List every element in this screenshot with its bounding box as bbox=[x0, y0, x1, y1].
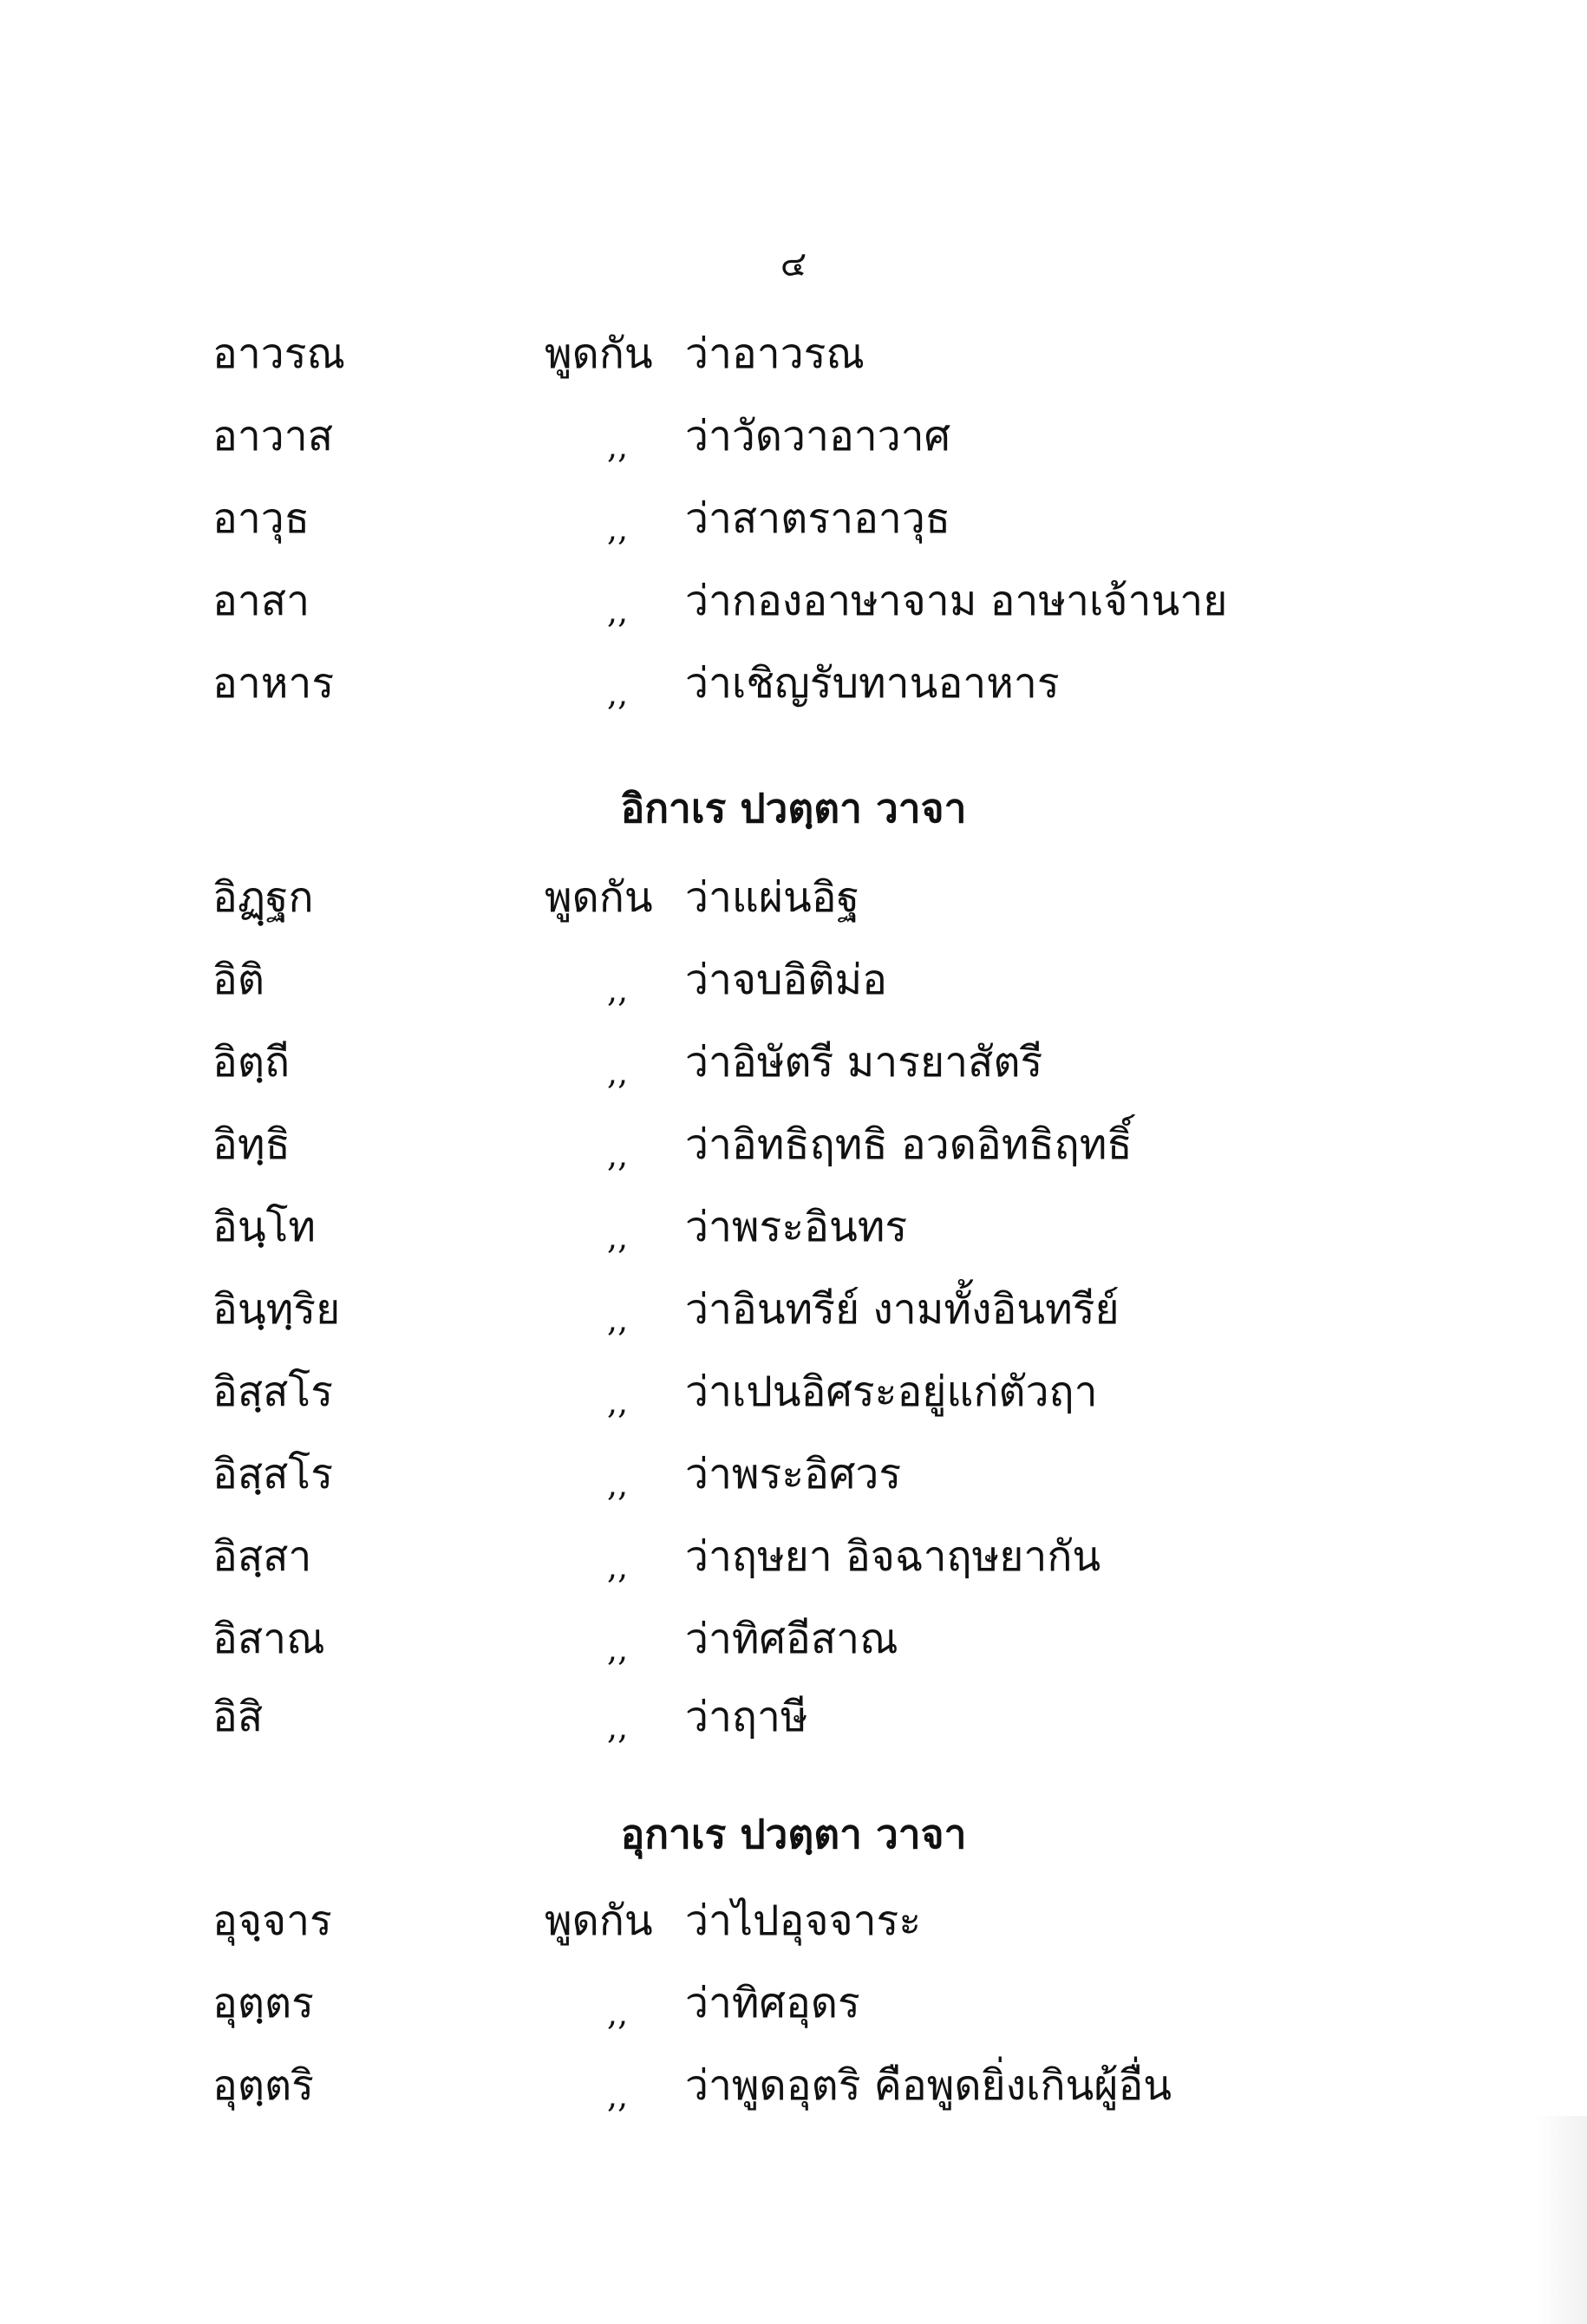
entry-row bbox=[0, 2051, 1587, 2120]
entry-meaning: ว่าฤาษี bbox=[685, 1693, 808, 1741]
entry-meaning: ว่าทิศอีสาณ bbox=[685, 1615, 898, 1663]
entry-row bbox=[0, 1275, 1587, 1344]
entry-term: อาหาร bbox=[212, 659, 335, 708]
entry-term: อินฺทฺริย bbox=[212, 1285, 341, 1334]
entry-meaning: ว่าพระอิศวร bbox=[685, 1450, 902, 1498]
ditto-mark: ,, bbox=[607, 1630, 629, 1668]
entry-row bbox=[0, 319, 1587, 388]
entry-term: อุตฺตร bbox=[212, 1979, 314, 2027]
entry-meaning: ว่าจบอิติม่อ bbox=[685, 956, 887, 1004]
section-heading: อิกาเร ปวตฺตา วาจา bbox=[620, 785, 967, 832]
entry-row bbox=[0, 566, 1587, 636]
scan-edge-shadow bbox=[1535, 2116, 1587, 2324]
entry-row bbox=[0, 1357, 1587, 1426]
entry-term: อาวาส bbox=[212, 412, 333, 460]
ditto-mark: ,, bbox=[607, 1301, 629, 1339]
entry-meaning: ว่าทิศอุดร bbox=[685, 1979, 860, 2027]
entry-term: อินฺโท bbox=[212, 1203, 317, 1251]
entry-term: อาสา bbox=[212, 577, 310, 625]
entry-row bbox=[0, 1028, 1587, 1097]
entry-term: อุตฺตริ bbox=[212, 2061, 314, 2110]
entry-meaning: ว่าไปอุจจาระ bbox=[685, 1896, 922, 1945]
entry-row bbox=[0, 1110, 1587, 1179]
entry-meaning: ว่ากองอาษาจาม อาษาเจ้านาย bbox=[685, 577, 1228, 625]
ditto-mark: ,, bbox=[607, 1708, 629, 1746]
entry-lead: พูดกัน bbox=[545, 873, 653, 922]
ditto-mark: ,, bbox=[607, 675, 629, 713]
entry-meaning: ว่าแผ่นอิฐ bbox=[685, 873, 860, 922]
entry-row bbox=[0, 401, 1587, 471]
ditto-mark: ,, bbox=[607, 1136, 629, 1174]
ditto-mark: ,, bbox=[607, 1994, 629, 2033]
ditto-mark: ,, bbox=[607, 971, 629, 1009]
entry-row bbox=[0, 1968, 1587, 2038]
entry-term: อุจฺจาร bbox=[212, 1896, 332, 1945]
entry-lead: พูดกัน bbox=[545, 330, 653, 378]
entry-term: อิสฺสา bbox=[212, 1532, 312, 1581]
ditto-mark: ,, bbox=[607, 1466, 629, 1504]
ditto-mark: ,, bbox=[607, 2077, 629, 2115]
entry-row bbox=[0, 863, 1587, 932]
entry-row bbox=[0, 945, 1587, 1015]
entry-row bbox=[0, 1886, 1587, 1955]
entry-term: อิสิ bbox=[212, 1693, 264, 1741]
ditto-mark: ,, bbox=[607, 1054, 629, 1092]
ditto-mark: ,, bbox=[607, 1548, 629, 1586]
ditto-mark: ,, bbox=[607, 1383, 629, 1421]
entry-term: อิสฺสโร bbox=[212, 1450, 333, 1498]
entry-term: อิสาณ bbox=[212, 1615, 325, 1663]
entry-meaning: ว่าพระอินทร bbox=[685, 1203, 908, 1251]
entry-meaning: ว่าอาวรณ bbox=[685, 330, 865, 378]
entry-meaning: ว่าอิษัตรี มารยาสัตรี bbox=[685, 1038, 1043, 1087]
entry-term: อิสฺสโร bbox=[212, 1368, 333, 1416]
ditto-mark: ,, bbox=[607, 1218, 629, 1257]
entry-term: อาวรณ bbox=[212, 330, 346, 378]
entry-meaning: ว่าวัดวาอาวาศ bbox=[685, 412, 951, 460]
entry-meaning: ว่าอินทรีย์ งามทั้งอินทรีย์ bbox=[685, 1285, 1120, 1334]
entry-row bbox=[0, 1522, 1587, 1591]
ditto-mark: ,, bbox=[607, 592, 629, 630]
ditto-mark: ,, bbox=[607, 428, 629, 466]
entry-row bbox=[0, 484, 1587, 553]
entry-term: อิทฺธิ bbox=[212, 1120, 291, 1169]
entry-term: อิติ bbox=[212, 956, 264, 1004]
entry-meaning: ว่าอิทธิฤทธิ อวดอิทธิฤทธิ์ bbox=[685, 1120, 1133, 1169]
entry-meaning: ว่าเชิญรับทานอาหาร bbox=[685, 659, 1060, 708]
entry-meaning: ว่าฤษยา อิจฉาฤษยากัน bbox=[685, 1532, 1101, 1581]
entry-term: อิฏฺฐก bbox=[212, 873, 314, 922]
entry-lead: พูดกัน bbox=[545, 1896, 653, 1945]
entry-meaning: ว่าเปนอิศระอยู่แก่ตัวฤา bbox=[685, 1368, 1098, 1416]
entry-term: อิตฺถี bbox=[212, 1038, 291, 1087]
entry-row bbox=[0, 1192, 1587, 1262]
entry-row bbox=[0, 1682, 1587, 1752]
entry-meaning: ว่าสาตราอาวุธ bbox=[685, 494, 951, 543]
entry-row bbox=[0, 1439, 1587, 1509]
entry-meaning: ว่าพูดอุตริ คือพูดยิ่งเกินผู้อื่น bbox=[685, 2061, 1172, 2110]
section-heading: อุกาเร ปวตฺตา วาจา bbox=[620, 1811, 967, 1857]
entry-row bbox=[0, 1604, 1587, 1674]
ditto-mark: ,, bbox=[607, 510, 629, 548]
page-number: ๔ bbox=[780, 245, 807, 284]
entry-row bbox=[0, 649, 1587, 718]
entry-term: อาวุธ bbox=[212, 494, 310, 543]
